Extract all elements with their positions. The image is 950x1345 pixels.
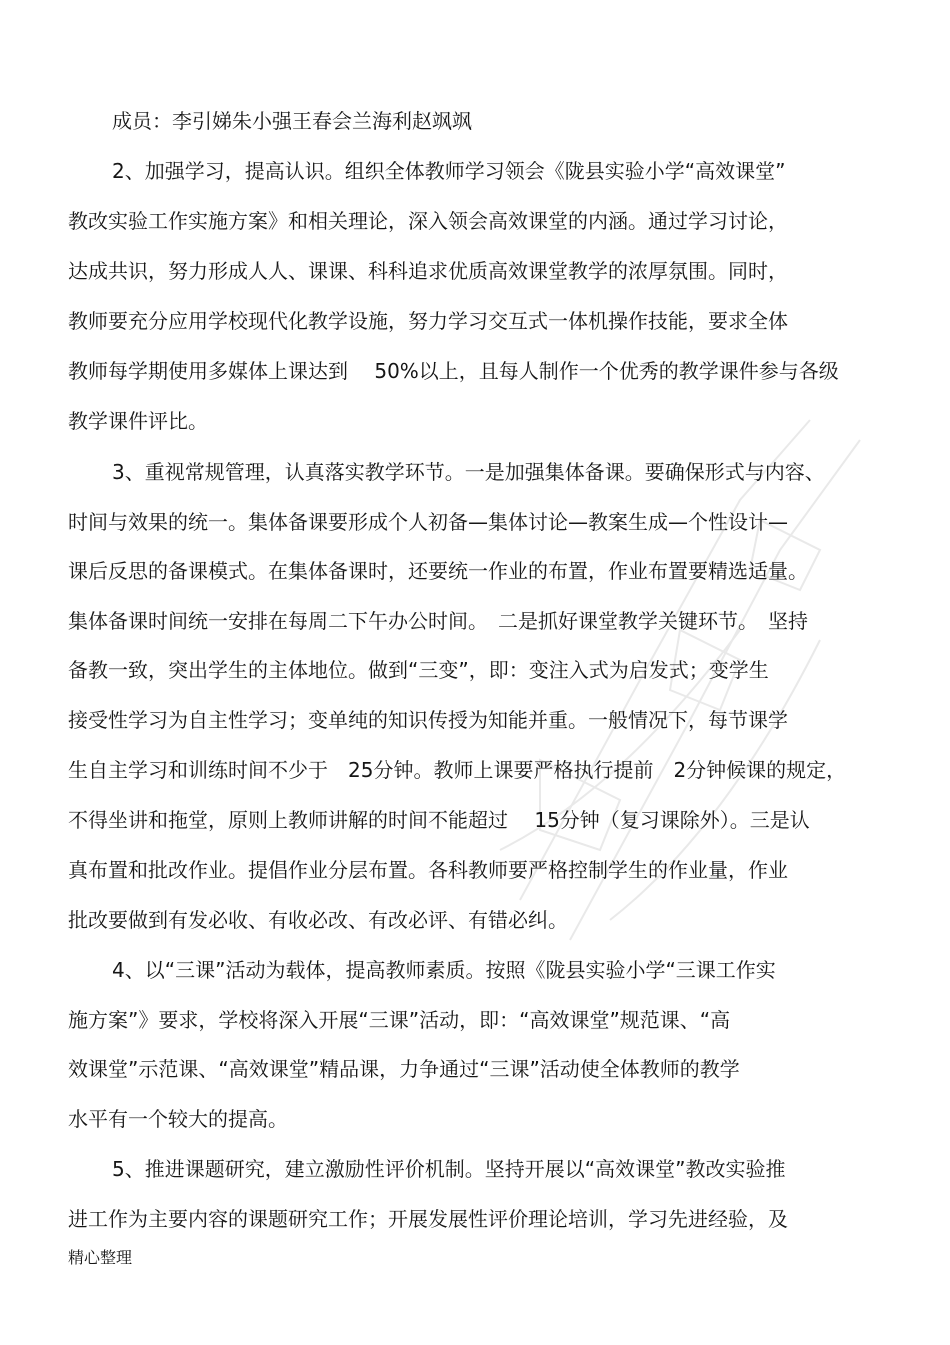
text-line-14: 生自主学习和训练时间不少于 25分钟。教师上课要严格执行提前 2分钟候课的规定， xyxy=(68,758,847,782)
text-line-17: 批改要做到有发必收、有收必改、有改必评、有错必纠。 xyxy=(68,908,568,932)
text-line-22: 5、推进课题研究，建立激励性评价机制。坚持开展以“高效课堂”教改实验推 xyxy=(112,1157,786,1181)
text-line-4: 达成共识，努力形成人人、课课、科科追求优质高效课堂教学的浓厚氛围。同时， xyxy=(68,259,788,283)
text-line-10: 课后反思的备课模式。在集体备课时，还要统一作业的布置，作业布置要精选适量。 xyxy=(68,559,808,583)
page-footer: 精心整理 xyxy=(68,1248,133,1267)
text-line-21: 水平有一个较大的提高。 xyxy=(68,1107,288,1131)
text-line-1: 成员：李引娣朱小强王春会兰海利赵飒飒 xyxy=(112,109,472,133)
text-line-2: 2、加强学习，提高认识。组织全体教师学习领会《陇县实验小学“高效课堂” xyxy=(112,159,786,183)
text-line-9: 时间与效果的统一。集体备课要形成个人初备—集体讨论—教案生成—个性设计— xyxy=(68,510,788,534)
text-line-3: 教改实验工作实施方案》和相关理论，深入领会高效课堂的内涵。通过学习讨论， xyxy=(68,209,788,233)
text-line-13: 接受性学习为自主性学习；变单纯的知识传授为知能并重。一般情况下，每节课学 xyxy=(68,708,788,732)
text-line-15: 不得坐讲和拖堂，原则上教师讲解的时间不能超过 15分钟（复习课除外）。三是认 xyxy=(68,808,810,832)
text-line-16: 真布置和批改作业。提倡作业分层布置。各科教师要严格控制学生的作业量，作业 xyxy=(68,858,788,882)
text-line-19: 施方案”》要求，学校将深入开展“三课”活动，即：“高效课堂”规范课、“高 xyxy=(68,1008,731,1032)
text-line-11: 集体备课时间统一安排在每周二下午办公时间。 二是抓好课堂教学关键环节。 坚持 xyxy=(68,609,808,633)
text-line-5: 教师要充分应用学校现代化教学设施，努力学习交互式一体机操作技能，要求全体 xyxy=(68,309,788,333)
text-line-6: 教师每学期使用多媒体上课达到 50%以上，且每人制作一个优秀的教学课件参与各级 xyxy=(68,359,839,383)
text-line-18: 4、以“三课”活动为载体，提高教师素质。按照《陇县实验小学“三课工作实 xyxy=(112,958,776,982)
text-line-20: 效课堂”示范课、“高效课堂”精品课，力争通过“三课”活动使全体教师的教学 xyxy=(68,1057,740,1081)
text-line-8: 3、重视常规管理，认真落实教学环节。一是加强集体备课。要确保形式与内容、 xyxy=(112,460,825,484)
text-line-7: 教学课件评比。 xyxy=(68,409,208,433)
text-line-23: 进工作为主要内容的课题研究工作；开展发展性评价理论培训，学习先进经验，及 xyxy=(68,1207,788,1231)
text-line-12: 备教一致，突出学生的主体地位。做到“三变”，即：变注入式为启发式；变学生 xyxy=(68,658,769,682)
